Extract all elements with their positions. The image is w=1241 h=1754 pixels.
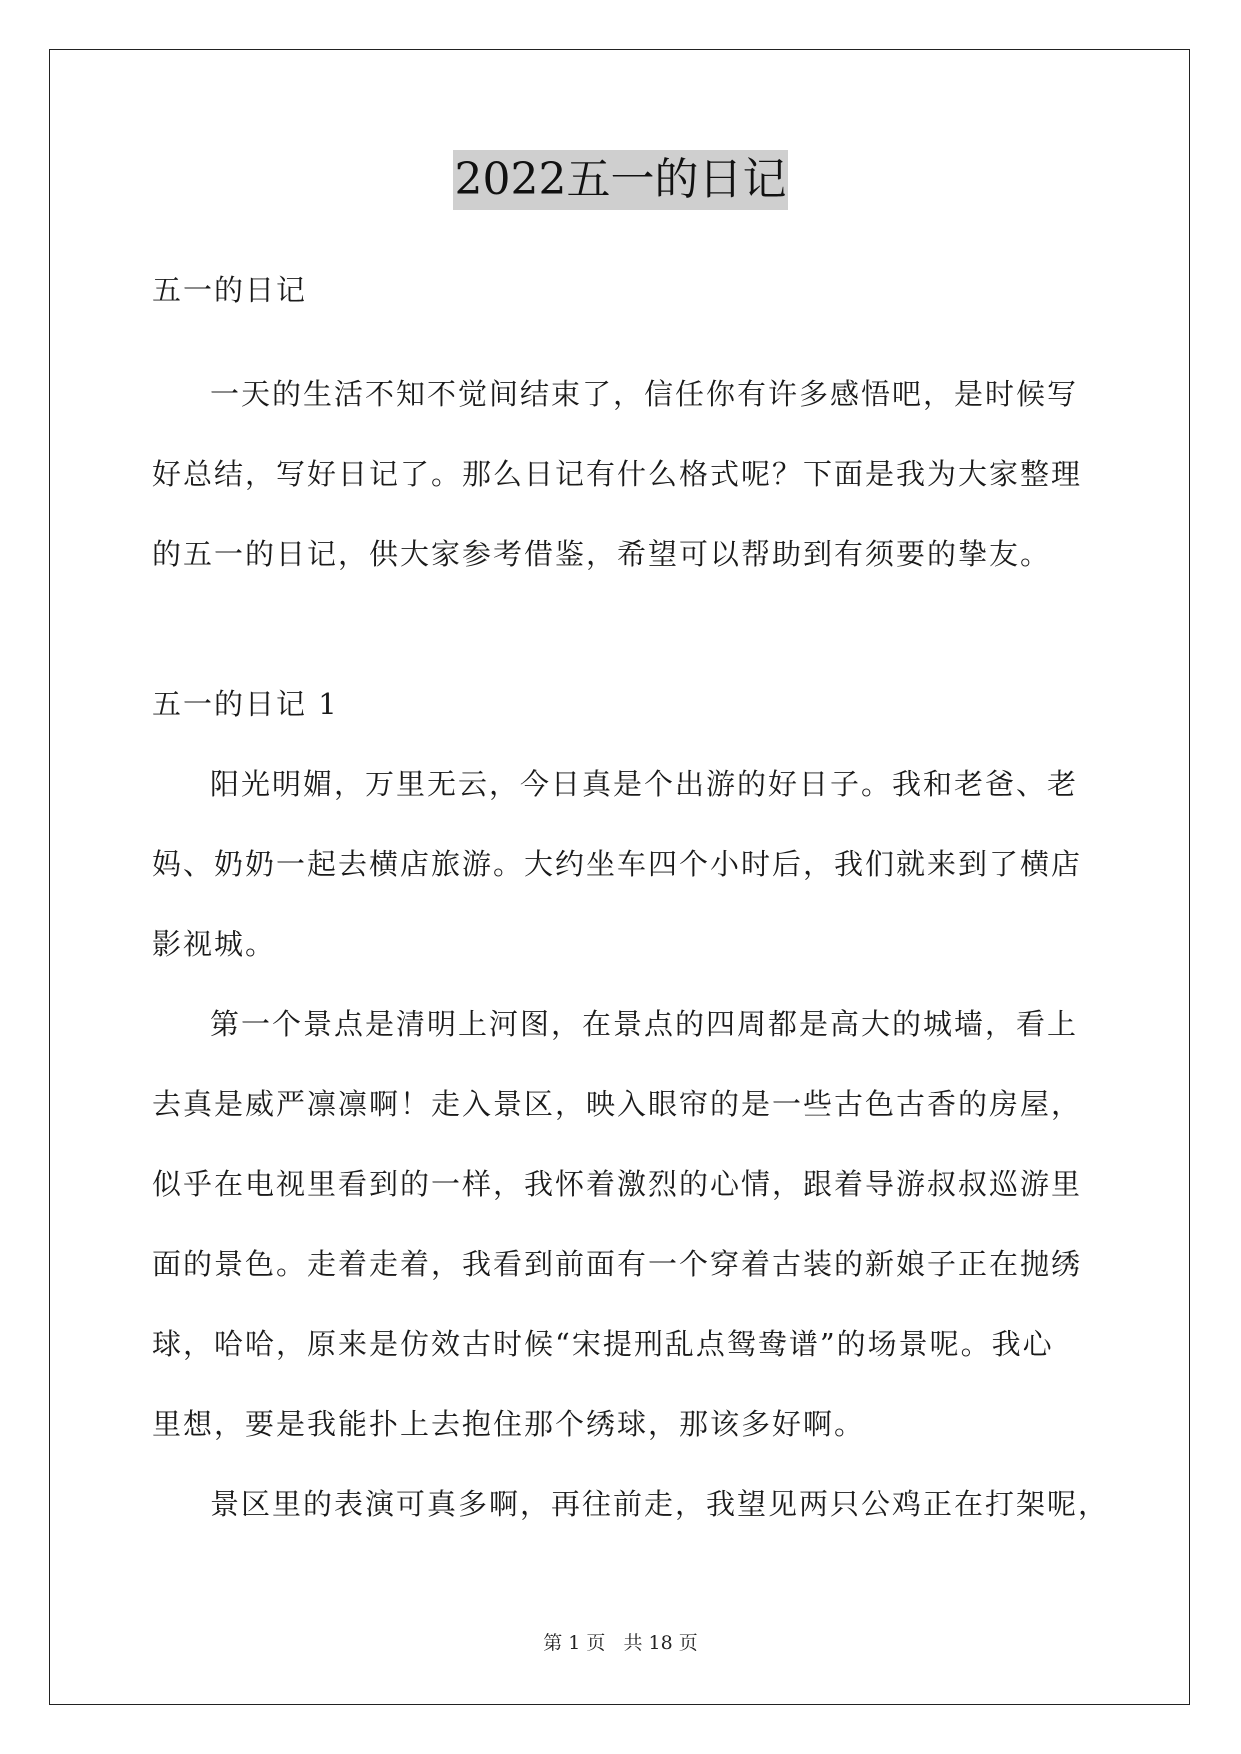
- paragraph-line: 妈、奶奶一起去横店旅游。大约坐车四个小时后，我们就来到了横店: [152, 847, 1083, 881]
- document-title: 2022五一的日记: [453, 150, 789, 210]
- title-container: [0, 150, 1241, 210]
- paragraph-line: 阳光明媚，万里无云，今日真是个出游的好日子。我和老爸、老: [210, 767, 1079, 801]
- paragraph-line: 球，哈哈，原来是仿效古时候“宋提刑乱点鸳鸯谱”的场景呢。我心: [152, 1327, 1054, 1361]
- subtitle: 五一的日记: [152, 273, 308, 307]
- paragraph-line: 里想，要是我能扑上去抱住那个绣球，那该多好啊。: [152, 1407, 866, 1441]
- paragraph-line: 似乎在电视里看到的一样，我怀着激烈的心情，跟着导游叔叔巡游里: [152, 1167, 1083, 1201]
- document-body: [152, 260, 1110, 1544]
- intro-line: 的五一的日记，供大家参考借鉴，希望可以帮助到有须要的挚友。: [152, 537, 1052, 571]
- intro-line: 好总结，写好日记了。那么日记有什么格式呢？下面是我为大家整理: [152, 457, 1083, 491]
- paragraph-line: 第一个景点是清明上河图，在景点的四周都是高大的城墙，看上: [210, 1007, 1079, 1041]
- paragraph-line: 去真是威严凛凛啊！走入景区，映入眼帘的是一些古色古香的房屋，: [152, 1087, 1083, 1121]
- page-total: 共 18 页: [623, 1632, 698, 1654]
- intro-line: 一天的生活不知不觉间结束了，信任你有许多感悟吧，是时候写: [210, 377, 1079, 411]
- paragraph-line: 面的景色。走着走着，我看到前面有一个穿着古装的新娘子正在抛绣: [152, 1247, 1083, 1281]
- section-heading: 五一的日记 1: [152, 687, 339, 721]
- paragraph-line: 影视城。: [152, 927, 277, 961]
- paragraph-line: 景区里的表演可真多啊，再往前走，我望见两只公鸡正在打架呢，: [210, 1487, 1110, 1521]
- page-number: 第 1 页: [543, 1632, 606, 1654]
- page-footer: [0, 1628, 1241, 1655]
